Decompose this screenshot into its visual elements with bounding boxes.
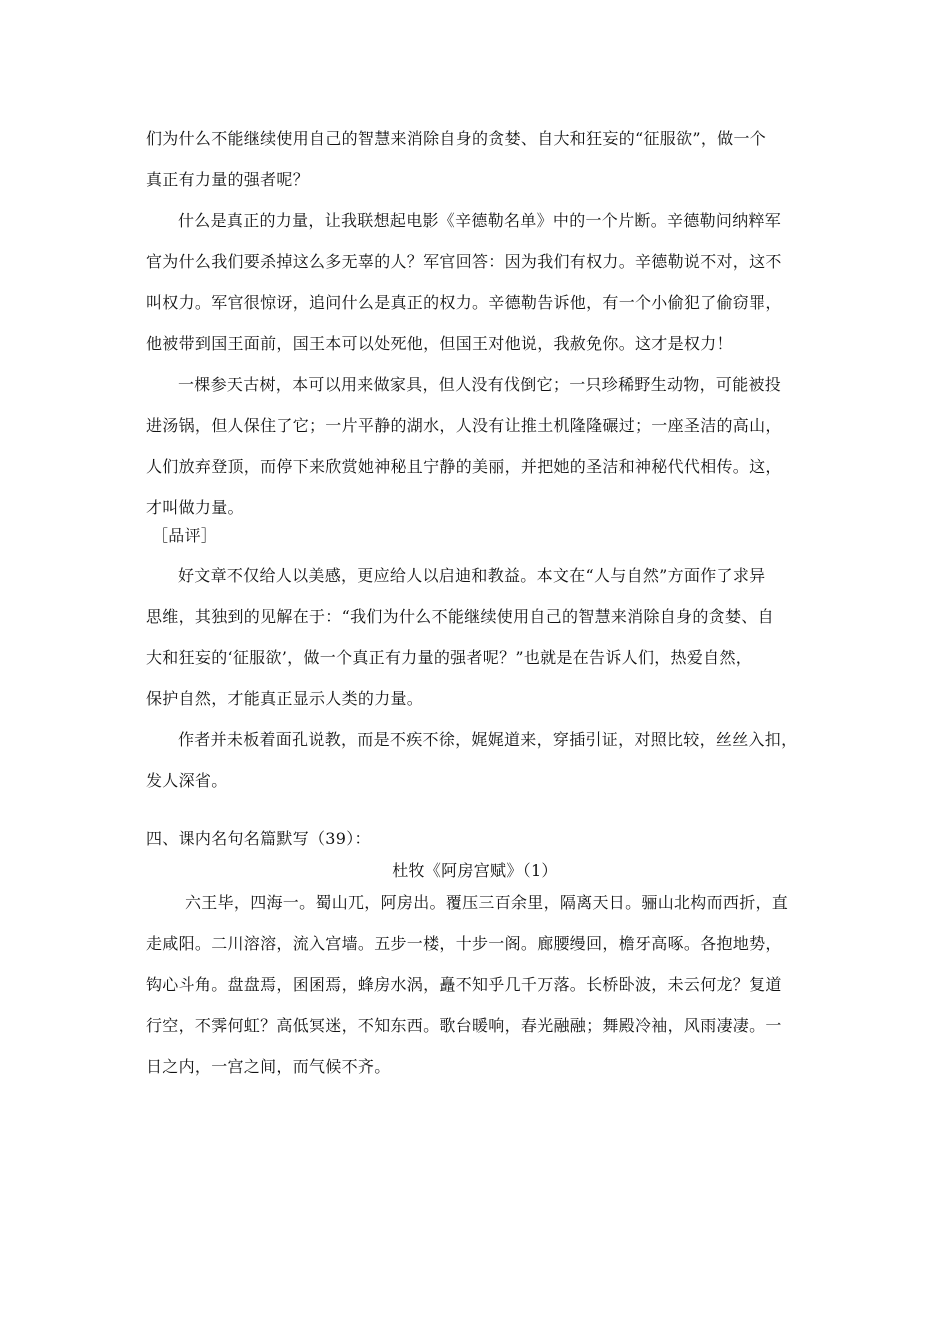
essay-line: 真正有力量的强者呢？	[146, 170, 310, 189]
essay-line: 官为什么我们要杀掉这么多无辜的人？军官回答：因为我们有权力。辛德勒说不对，这不	[146, 252, 782, 271]
review-line: 思维，其独到的见解在于：“我们为什么不能继续使用自己的智慧来消除自身的贪婪、自	[146, 607, 774, 626]
essay-paragraph-start: 一棵参天古树，本可以用来做家具，但人没有伐倒它；一只珍稀野生动物，可能被投	[178, 375, 782, 394]
review-label: ［品评］	[152, 526, 218, 545]
review-line: 保护自然，才能真正显示人类的力量。	[146, 689, 424, 708]
essay-line: 才叫做力量。	[146, 498, 244, 517]
poem-line: 走咸阳。二川溶溶，流入宫墙。五步一楼，十步一阁。廊腰缦回，檐牙高啄。各抱地势，	[146, 934, 782, 953]
essay-line: 们为什么不能继续使用自己的智慧来消除自身的贪婪、自大和狂妄的“征服欲”，做一个	[146, 129, 767, 148]
review-line: 大和狂妄的‘征服欲’，做一个真正有力量的强者呢？”也就是在告诉人们，热爱自然，	[146, 648, 753, 667]
essay-line: 进汤锅，但人保住了它；一片平静的湖水，人没有让推土机隆隆碾过；一座圣洁的高山，	[146, 416, 782, 435]
review-line: 发人深省。	[146, 771, 228, 790]
section-heading: 四、课内名句名篇默写（39）：	[146, 829, 371, 848]
review-paragraph-start: 作者并未板着面孔说教，而是不疾不徐，娓娓道来，穿插引证，对照比较，丝丝入扣，	[178, 730, 798, 749]
essay-paragraph-start: 什么是真正的力量，让我联想起电影《辛德勒名单》中的一个片断。辛德勒问纳粹军	[178, 211, 782, 230]
poem-line: 钩心斗角。盘盘焉，囷囷焉，蜂房水涡，矗不知乎几千万落。长桥卧波，未云何龙？复道	[146, 975, 782, 994]
poem-title: 杜牧《阿房宫赋》（1）	[392, 861, 558, 880]
review-paragraph-start: 好文章不仅给人以美感，更应给人以启迪和教益。本文在“人与自然”方面作了求异	[178, 566, 766, 585]
essay-line: 叫权力。军官很惊讶，追问什么是真正的权力。辛德勒告诉他，有一个小偷犯了偷窃罪，	[146, 293, 782, 312]
essay-line: 他被带到国王面前，国王本可以处死他，但国王对他说，我赦免你。这才是权力！	[146, 334, 733, 353]
poem-line: 行空，不霁何虹？高低冥迷，不知东西。歌台暖响，春光融融；舞殿冷袖，风雨凄凄。一	[146, 1016, 782, 1035]
poem-line: 六王毕，四海一。蜀山兀，阿房出。覆压三百余里，隔离天日。骊山北构而西折，直	[185, 893, 789, 912]
poem-line: 日之内，一宫之间，而气候不齐。	[146, 1057, 391, 1076]
essay-line: 人们放弃登顶，而停下来欣赏她神秘且宁静的美丽，并把她的圣洁和神秘代代相传。这，	[146, 457, 782, 476]
